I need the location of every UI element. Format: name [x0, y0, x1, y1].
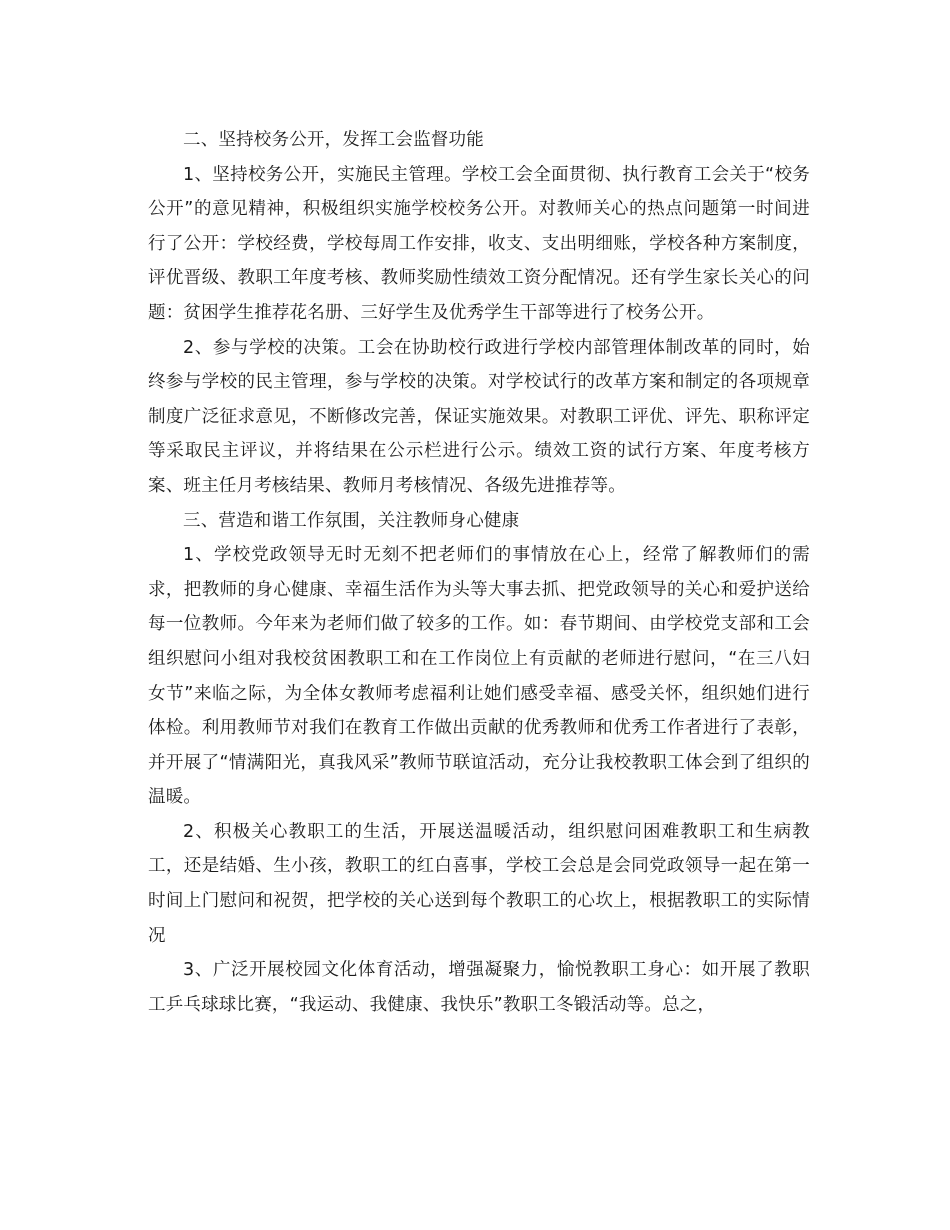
section-heading-3: 三、营造和谐工作氛围，关注教师身心健康 — [183, 510, 520, 531]
paragraph-transparency: 1、坚持校务公开，实施民主管理。学校工会全面贯彻、执行教育工会关于“校务公开”的意见精神，积极组织实施学校校务公开。对教师关心的热点问题第一时间进行了公开：学校经费，学校每周工作安排，收支、支出明细账，学校各种方案制度，评优晋级、教职工年度考核、教师奖励性绩效工资分配情况。还有学生家长关心的问题：贫困学生推荐花名册、三好学生及优秀学生干部等进行了校务公开。 — [148, 164, 810, 323]
document-body — [148, 123, 810, 1022]
paragraph-activities: 3、广泛开展校园文化体育活动，增强凝聚力，愉悦教职工身心：如开展了教职工乒乓球球比赛，“我运动、我健康、我快乐”教职工冬锻活动等。总之， — [148, 960, 810, 1015]
paragraph-leadership-care: 1、学校党政领导无时无刻不把老师们的事情放在心上，经常了解教师们的需求，把教师的身心健康、幸福生活作为头等大事去抓、把党政领导的关心和爱护送给每一位教师。今年来为老师们做了较多的工作。如：春节期间、由学校党支部和工会组织慰问小组对我校贫困教职工和在工作岗位上有贡献的老师进行慰问，“在三八妇女节”来临之际，为全体女教师考虑福利让她们感受幸福、感受关怀，组织她们进行体检。利用教师节对我们在教育工作做出贡献的优秀教师和优秀工作者进行了表彰，并开展了“情满阳光，真我风采”教师节联谊活动，充分让我校教职工体会到了组织的温暖。 — [148, 545, 810, 808]
paragraph-decision: 2、参与学校的决策。工会在协助校行政进行学校内部管理体制改革的同时，始终参与学校的民主管理，参与学校的决策。对学校试行的改革方案和制定的各项规章制度广泛征求意见，不断修改完善，保证实施效果。对教职工评优、评先、职称评定等采取民主评议，并将结果在公示栏进行公示。绩效工资的试行方案、年度考核方案、班主任月考核结果、教师月考核情况、各级先进推荐等。 — [148, 337, 810, 496]
paragraph-warmth: 2、积极关心教职工的生活，开展送温暖活动，组织慰问困难教职工和生病教工，还是结婚、生小孩，教职工的红白喜事，学校工会总是会同党政领导一起在第一时间上门慰问和祝贺，把学校的关心送到每个教职工的心坎上，根据教职工的实际情况 — [148, 821, 810, 946]
section-heading-2: 二、坚持校务公开，发挥工会监督功能 — [183, 130, 484, 150]
